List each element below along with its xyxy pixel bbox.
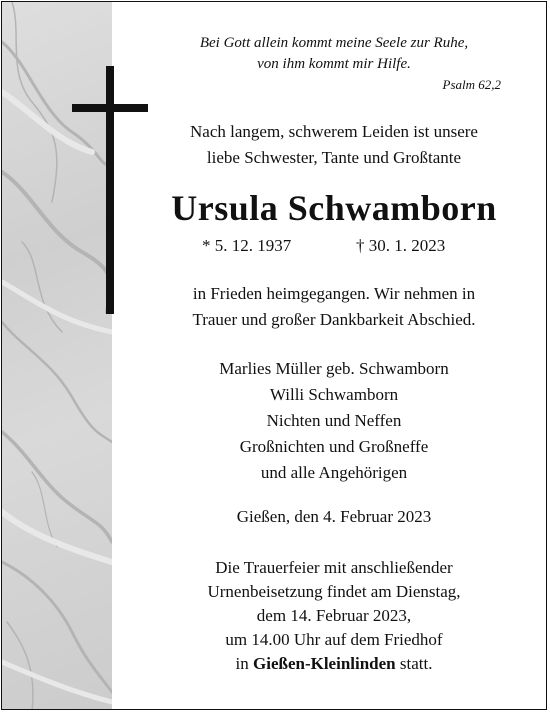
passing-line-2: Trauer und großer Dankbarkeit Abschied.	[192, 310, 476, 329]
mourner: und alle Angehörigen	[260, 463, 408, 482]
deceased-name: Ursula Schwamborn	[171, 188, 497, 228]
bible-verse	[137, 33, 531, 95]
mourner: Willi Schwamborn	[269, 385, 399, 404]
death-date: † 30. 1. 2023	[356, 236, 446, 255]
mourner: Großnichten und Großneffe	[239, 437, 429, 456]
obituary-notice	[1, 1, 547, 710]
service-line-5	[137, 652, 531, 676]
service-location: Gießen-Kleinlinden	[253, 654, 396, 673]
service-line-2: Urnenbeisetzung findet am Dienstag,	[207, 582, 461, 601]
notice-content	[137, 2, 531, 709]
mourner: Marlies Müller geb. Schwamborn	[219, 359, 449, 378]
service-line-1: Die Trauerfeier mit anschließender	[215, 558, 453, 577]
service-line-4: um 14.00 Uhr auf dem Friedhof	[225, 630, 443, 649]
service-line-3: dem 14. Februar 2023,	[256, 606, 412, 625]
service-location-suffix: statt.	[399, 654, 433, 673]
verse-line-2: von ihm kommt mir Hilfe.	[257, 56, 411, 72]
verse-reference: Psalm 62,2	[442, 77, 501, 92]
passing-line-1: in Frieden heimgegangen. Wir nehmen in	[192, 284, 476, 303]
intro-line-1: Nach langem, schwerem Leiden ist unsere	[190, 122, 478, 141]
birth-date: * 5. 12. 1937	[202, 236, 292, 255]
passing-text	[137, 281, 531, 333]
mourners-list	[137, 356, 531, 486]
funeral-service-info	[137, 556, 531, 676]
intro-text	[137, 119, 531, 171]
verse-line-1: Bei Gott allein kommt meine Seele zur Ruhe,	[199, 35, 469, 51]
place-and-date: Gießen, den 4. Februar 2023	[236, 507, 432, 526]
mourner: Nichten und Neffen	[266, 411, 402, 430]
service-location-prefix: in	[235, 654, 249, 673]
intro-line-2: liebe Schwester, Tante und Großtante	[206, 148, 462, 167]
